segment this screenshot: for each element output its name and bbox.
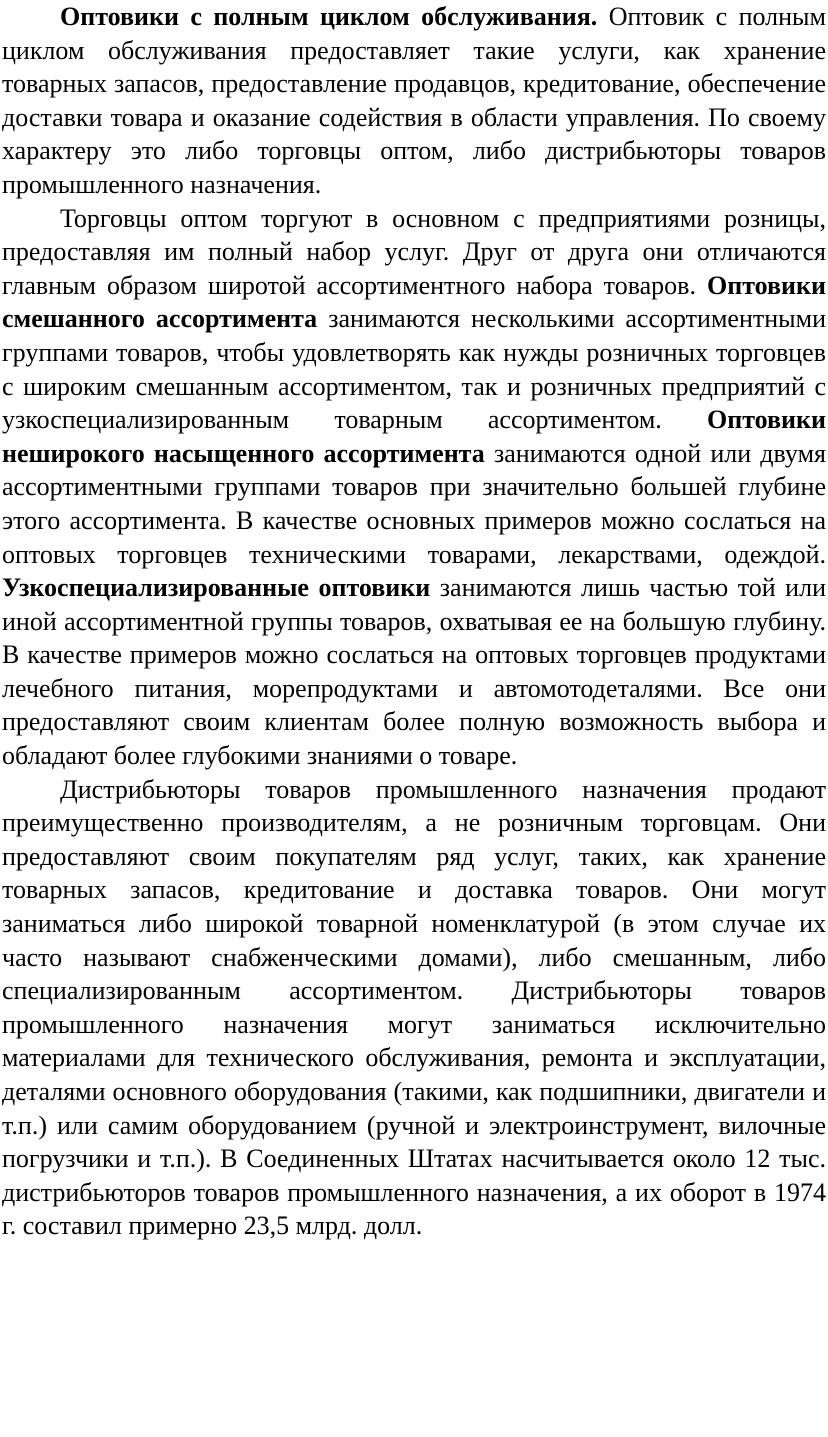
text-run: занимаются одной или двумя ассортиментными группами товаров при значительно большей глубине этого ассортимента. В качестве основных примеров можно сослаться на оптовых торговцев техническими товарами, лекарствами, одеждой.	[2, 438, 826, 569]
paragraph-merchant-wholesalers	[2, 202, 826, 773]
paragraph-full-service-wholesalers	[2, 0, 826, 202]
text-run: Дистрибьюторы товаров промышленного назначения продают преимущественно производителям, а не розничным торговцам. Они предоставляют своим покупателям ряд услуг, таких, как хранение товарных запасов, кредитование и доставка товаров. Они могут заниматься либо широкой товарной номенклатурой (в этом случае их часто называют снабженческими домами), либо смешанным, либо специализированным ассортиментом. Дистрибьюторы товаров промышленного назначения могут заниматься исключительно материалами для технического обслуживания, ремонта и эксплуатации, деталями основного оборудования (такими, как подшипники, двигатели и т.п.) или самим оборудованием (ручной и электроинструмент, вилочные погрузчики и т.п.). В Соединенных Штатах насчитывается около 12 тыс. дистрибьюторов товаров промышленного назначения, а их оборот в 1974 г. составил примерно 23,5 млрд. долл.	[2, 774, 826, 1241]
term-general-merchandise-wholesalers: Оптовики смешанного ассортимента	[2, 270, 826, 334]
paragraph-industrial-distributors	[2, 773, 826, 1243]
term-full-service-wholesalers: Оптовики с полным циклом обслуживания.	[60, 2, 598, 31]
text-run: Оптовик с полным циклом обслуживания предоставляет такие услуги, как хранение товарных запасов, предоставление продавцов, кредитование, обеспечение доставки товара и оказание содействия в области управления. По своему характеру это либо торговцы оптом, либо дистрибьюторы товаров промышленного назначения.	[2, 2, 826, 199]
text-run: занимаются несколькими ассортиментными группами товаров, чтобы удовлетворять как нужды розничных торговцев с широким смешанным ассортиментом, так и розничных предприятий с узкоспециализированным товарным ассортиментом.	[2, 304, 826, 435]
text-run: Торговцы оптом торгуют в основном с предприятиями розницы, предоставляя им полный набор услуг. Друг от друга они отличаются главным образом широтой ассортиментного набора товаров.	[2, 203, 826, 300]
term-limited-line-wholesalers: Оптовики неширокого насыщенного ассортимента	[2, 405, 826, 468]
text-run: занимаются лишь частью той или иной ассортиментной группы товаров, охватывая ее на большую глубину. В качестве примеров можно сослаться на оптовых торговцев продуктами лечебного питания, морепродуктами и автомотодеталями. Все они предоставляют своим клиентам более полную возможность выбора и обладают более глубокими знаниями о товаре.	[2, 573, 826, 771]
term-specialty-wholesalers: Узкоспециализированные оптовики	[2, 573, 431, 603]
